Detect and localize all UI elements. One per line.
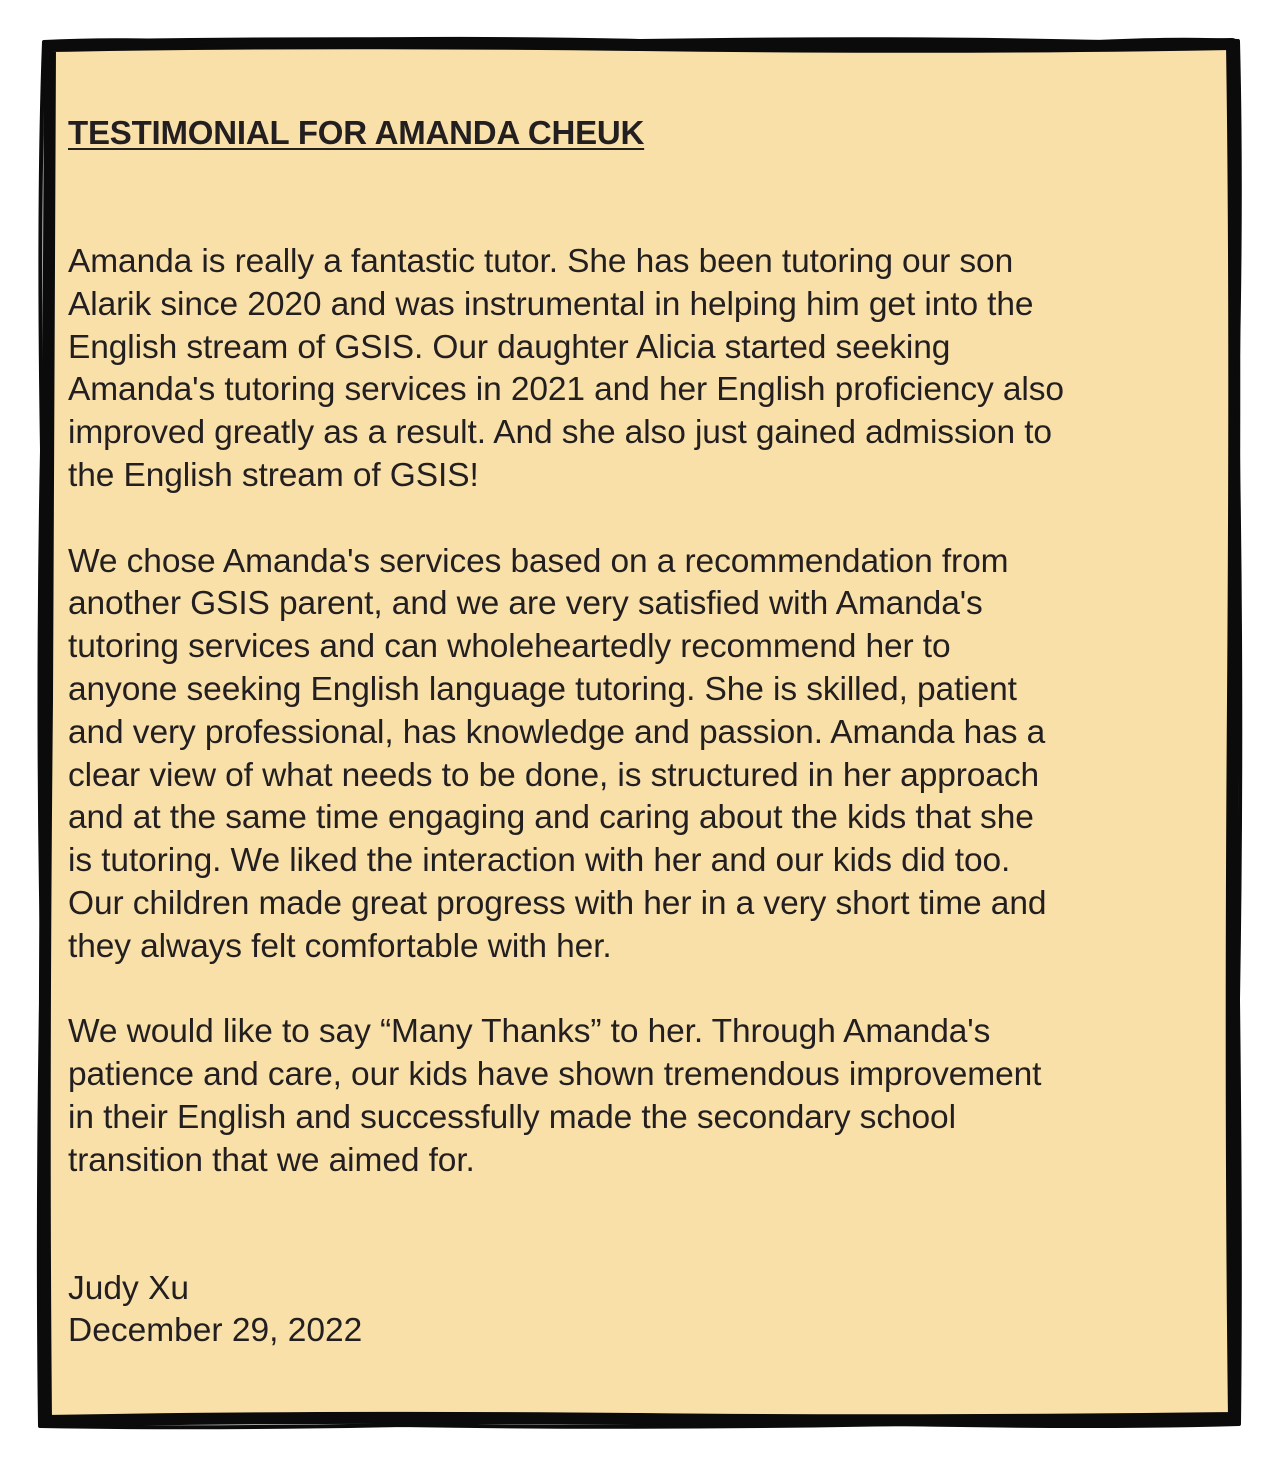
signature-block <box>68 1268 1228 1354</box>
signature-date: December 29, 2022 <box>68 1312 363 1350</box>
paragraph-1: Amanda is really a fantastic tutor. She has been tutoring our son Alarik since 2020 and was instrumental in helping him get into the English stream of GSIS. Our daughter Alicia started seeking Amanda's tutoring services in 2021 and her English proficiency also improved greatly as a result. And she also just gained admission to the English stream of GSIS! <box>68 243 1064 494</box>
paragraph-3: We would like to say “Many Thanks” to her. Through Amanda's patience and care, our kids have shown tremendous improvement in their English and successfully made the secondary school transition that we aimed for. <box>68 1013 1042 1179</box>
paragraph-2: We chose Amanda's services based on a recommendation from another GSIS parent, and we are very satisfied with Amanda's tutoring services and can wholeheartedly recommend her to anyone seeking English language tutoring. She is skilled, patient and very professional, has knowledge and passion. Amanda has a clear view of what needs to be done, is structured in her approach and at the same time engaging and caring about the kids that she is tutoring. We liked the interaction with her and our kids did too. Our children made great progress with her in a very short time and they always felt comfortable with her. <box>68 542 1047 965</box>
testimonial-body <box>68 112 1228 1353</box>
testimonial-title: TESTIMONIAL FOR AMANDA CHEUK <box>68 114 645 151</box>
signer-name: Judy Xu <box>68 1269 190 1307</box>
